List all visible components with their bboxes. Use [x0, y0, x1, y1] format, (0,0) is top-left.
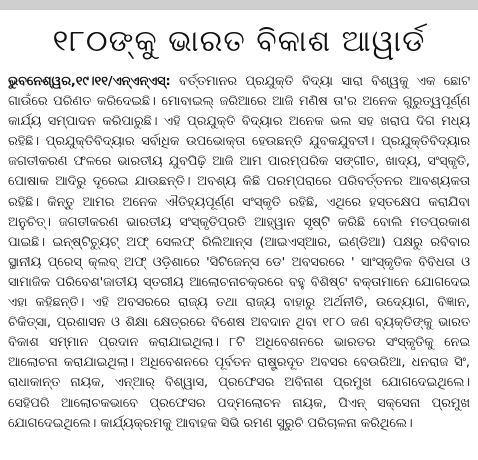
top-divider — [0, 0, 478, 10]
dateline: ଭୁବନେଶ୍ୱର,୧୯।୧୧/ଏନ୍‌ଏନ୍‌ଏସ୍‌: — [8, 74, 171, 89]
article-body — [8, 72, 470, 434]
headline: ୧୮୦ଙ୍କୁ ଭାରତ ବିକାଶ ଆୱାର୍ଡ — [52, 24, 426, 59]
article-text: ବର୍ତ୍ତମାନର ପ୍ରଯୁକ୍ତି ବିଦ୍ୟା ସାରା ବିଶ୍ୱକୁ ଏକ ଛୋଟ ଗାଉଁରେ ପରିଣତ କରିଦେଇଛି। ମୋବାଇଲ୍‌ ଜରିଆରେ ଆଜି ମଣିଷ ତା'ର ଅନେକ ଗୁରୁତ୍ୱପୂର୍ଣ୍ଣ କାର୍ଯ୍ୟ ସମ୍ପାଦନ କରିପାରୁଛି। ଏହି ପ୍ରଯୁକ୍ତି ବିଦ୍ୟାର ଅନେକ ଭଲ ସହ ଖରାପ ଦିଗ ମଧ୍ୟ ରହିଛି। ପ୍ରଯୁକ୍ତିବିଦ୍ୟାର ସର୍ବାଧିକ ଉପଭୋକ୍ତା ହେଉଛନ୍ତି ଯୁବକଯୁବତୀ। ପ୍ରଯୁକ୍ତିବିଦ୍ୟାର ଜଗତୀକରଣ ଫଳରେ ଭାରତୀୟ ଯୁବପିଢ଼ି ଆଜି ଆମ ପାରମ୍ପରିକ ସଙ୍ଗୀତ, ଖାଦ୍ୟ, ସଂସ୍କୃତି, ପୋଷାକ ଆଦିରୁ ଦୂରେଇ ଯାଉଛନ୍ତି। ଅବଶ୍ୟ କିଛି ପରମ୍ପରାରେ ପରିବର୍ତ୍ତନର ଆବଶ୍ୟକତା ରହିଛି। କିନ୍ତୁ ଆମର ଅନେକ ଐତିହ୍ୟପୂର୍ଣ୍ଣ ସଂସ୍କୃତି ରହିଛି, ଏଥିରେ ହସ୍ତକ୍ଷେପ କରାଯିବା ଅନୁଚିତ୍‌। ଜଗତୀକରଣ ଭାରତୀୟ ସଂସ୍କୃତିପ୍ରତି ଆହ୍ୱାନ ସୃଷ୍ଟି କରିଛି ବୋଲି ମତପ୍ରକାଶ ପାଇଛି। ଇନ୍‌ଷ୍ଟିଚ୍ୟୁଟ୍‌ ଅଫ୍‌ ସେଲଫ୍‌ ରିଲିଆନ୍ସ (ଆଇଏସ୍‌ଆର, ଇଣ୍ଡିଆ) ପକ୍ଷରୁ ରବିବାର ସ୍ଥାନୀୟ ପ୍ରେସ୍‌ କ୍ଲବ୍‌ ଅଫ୍‌ ଓଡ଼ିଶାରେ 'ସିଟିଜେନ୍ସ ଡେ' ଅବସରରେ ' ସାଂସ୍କୃତିକ ବିବିଧତା ଓ ସାମାଜିକ ପରିବେଶ'ଜାତୀୟ ସ୍ତରୀୟ ଆଲୋଚନାଚକ୍ରରେ ବହୁ ବିଶିଷ୍ଟ ବକ୍ତାମାନେ ଯୋଗଦେଇ ଏହା କହିଛନ୍ତି। ଏହି ଅବସରରେ ରାଜ୍ୟ ତଥା ରାଜ୍ୟ ବାହାରୁ ଅର୍ଥନୀତି, ଉଦ୍ୟୋଗ, ବିଜ୍ଞାନ, ଚିକିତ୍ସା, ପ୍ରଶାସନ ଓ ଶିକ୍ଷା କ୍ଷେତ୍ରରେ ବିଶେଷ ଅବଦାନ ଥିବା ୧୮୦ ଜଣ ବ୍ୟକ୍ତିଙ୍କୁ ଭାରତ ବିକାଶ ସମ୍ମାନ ପ୍ରଦାନ କରାଯାଇଥିଲା। ୮ଟି ଅଧିବେଶନରେ ଭାରତର ସଂସ୍କୃତିକୁ ନେଇ ଆଲୋଚନା କରାଯାଇଥିଲା। ଅଧିବେଶନରେ ପୂର୍ବତନ ରାଷ୍ଟ୍ରଦୂତ ଅବସର ବେଉରିଆ, ଧନରାଜ ସିଂ, ରାଧାକାନ୍ତ ନାୟକ, ଏନ୍‌ଆର୍‌ ବିଶ୍ୱାସ, ପ୍ରଫେସର ଅବିନାଶ ପ୍ରମୁଖ ଯୋଗଦେଇଥିଲେ। ସେହିପରି ଆଲୋଚକଭାବେ ପ୍ରଫେସର ପଦ୍ମଲୋଚନ ନାୟକ, ପିଏନ୍‌ ସକ୍ସେନା ପ୍ରମୁଖ ଯୋଗଦେଇଥିଲେ। କାର୍ଯ୍ୟକ୍ରମକୁ ଆବାହକ ସିଭି ରମଣ ସୁରୁଚି ପରିଚାଳନା କରିଥିଲେ। — [8, 74, 470, 431]
